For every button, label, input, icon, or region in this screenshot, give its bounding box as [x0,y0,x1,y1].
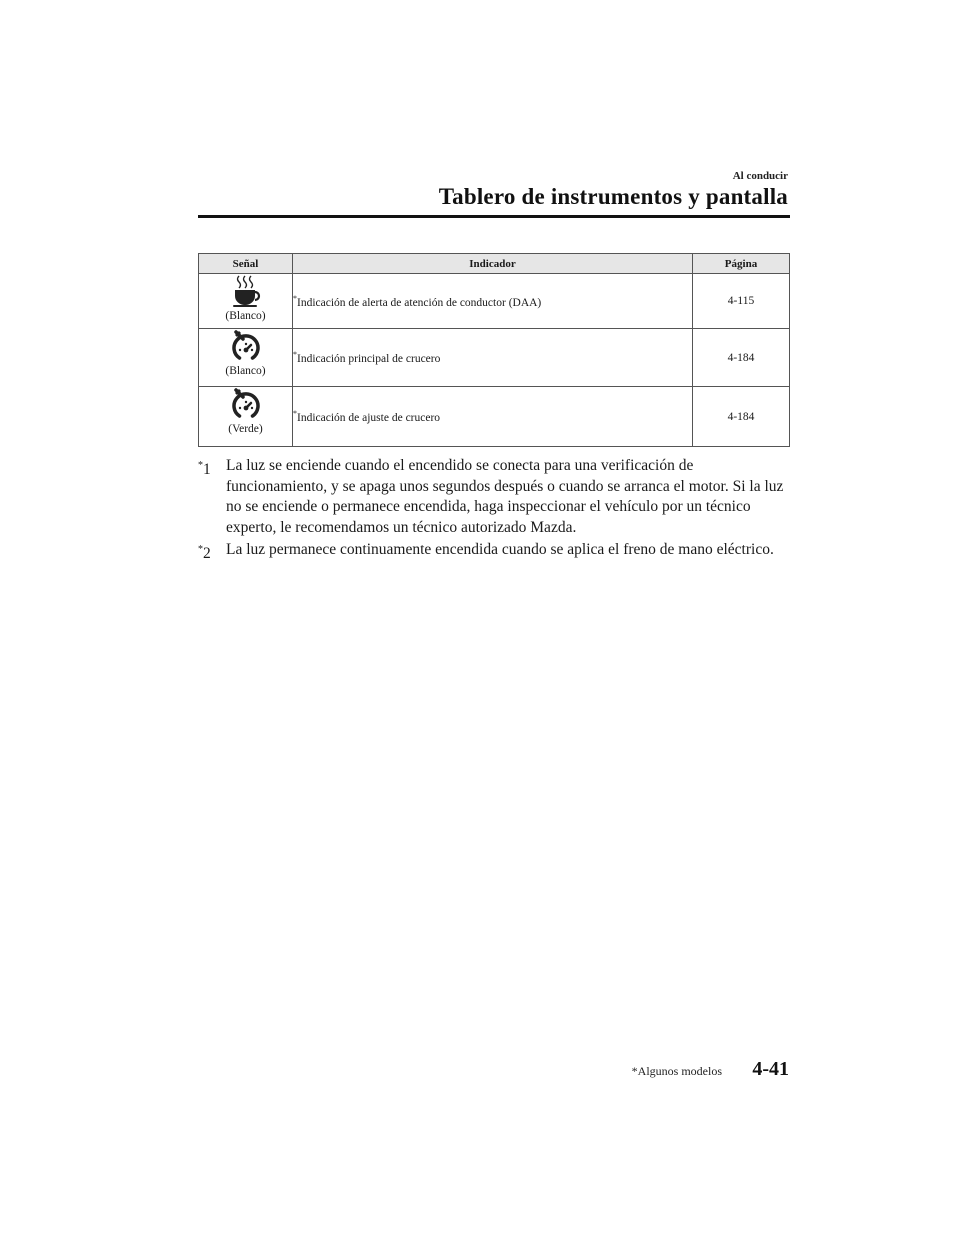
column-header-signal: Señal [199,254,293,274]
footnote-index: 1 [203,461,211,478]
page-reference: 4-115 [693,274,790,329]
table-row [199,387,790,447]
table-row [199,329,790,387]
signal-color-label: (Blanco) [225,310,266,322]
indicator-text: Indicación de alerta de atención de conductor (DAA) [297,296,542,309]
footnote-number [198,456,211,481]
footnote-text: La luz permanece continuamente encendida cuando se aplica el freno de mano eléctrico. [226,541,774,558]
coffee-cup-icon [229,274,263,308]
model-mark: * [293,409,297,418]
column-header-indicator: Indicador [293,254,693,274]
signal-color-label: (Verde) [228,423,263,435]
signal-cell [199,387,293,447]
table-header-row [199,254,790,274]
indicator-cell [293,387,693,447]
signal-cell [199,274,293,329]
signal-color-label: (Blanco) [225,365,266,377]
table-row [199,274,790,329]
page-title: Tablero de instrumentos y pantalla [438,184,788,209]
indicator-cell [293,329,693,387]
footnote [198,456,792,538]
section-label: Al conducir [732,170,788,182]
footnote-mark: * [198,460,203,471]
footnote-text: La luz se enciende cuando el encendido se conecta para una verificación de funcionamiento, y se apaga unos segundos después o cuando se arranca el motor. Si la luz no se enciende o permanece encendida, haga inspeccionar el vehículo por un técnico experto, le recomendamos un técnico autorizado Mazda. [226,457,784,536]
page-number: 4-41 [752,1058,789,1080]
page-reference: 4-184 [693,387,790,447]
cruise-speedometer-icon [229,387,263,421]
model-mark: * [293,350,297,359]
footnote [198,540,792,561]
footnote-number [198,540,211,565]
column-header-page: Página [693,254,790,274]
footnote-index: 2 [203,545,211,562]
footnote-mark: * [198,544,203,555]
footer-note: *Algunos modelos [631,1064,722,1078]
indicator-text: Indicación de ajuste de crucero [297,412,441,424]
indicator-cell [293,274,693,329]
model-mark: * [293,293,297,303]
footnotes [198,456,792,563]
cruise-speedometer-icon [229,329,263,363]
page-reference: 4-184 [693,329,790,387]
signal-table [198,253,790,447]
header-rule [198,215,790,218]
signal-cell [199,329,293,387]
indicator-text: Indicación principal de crucero [297,353,441,365]
